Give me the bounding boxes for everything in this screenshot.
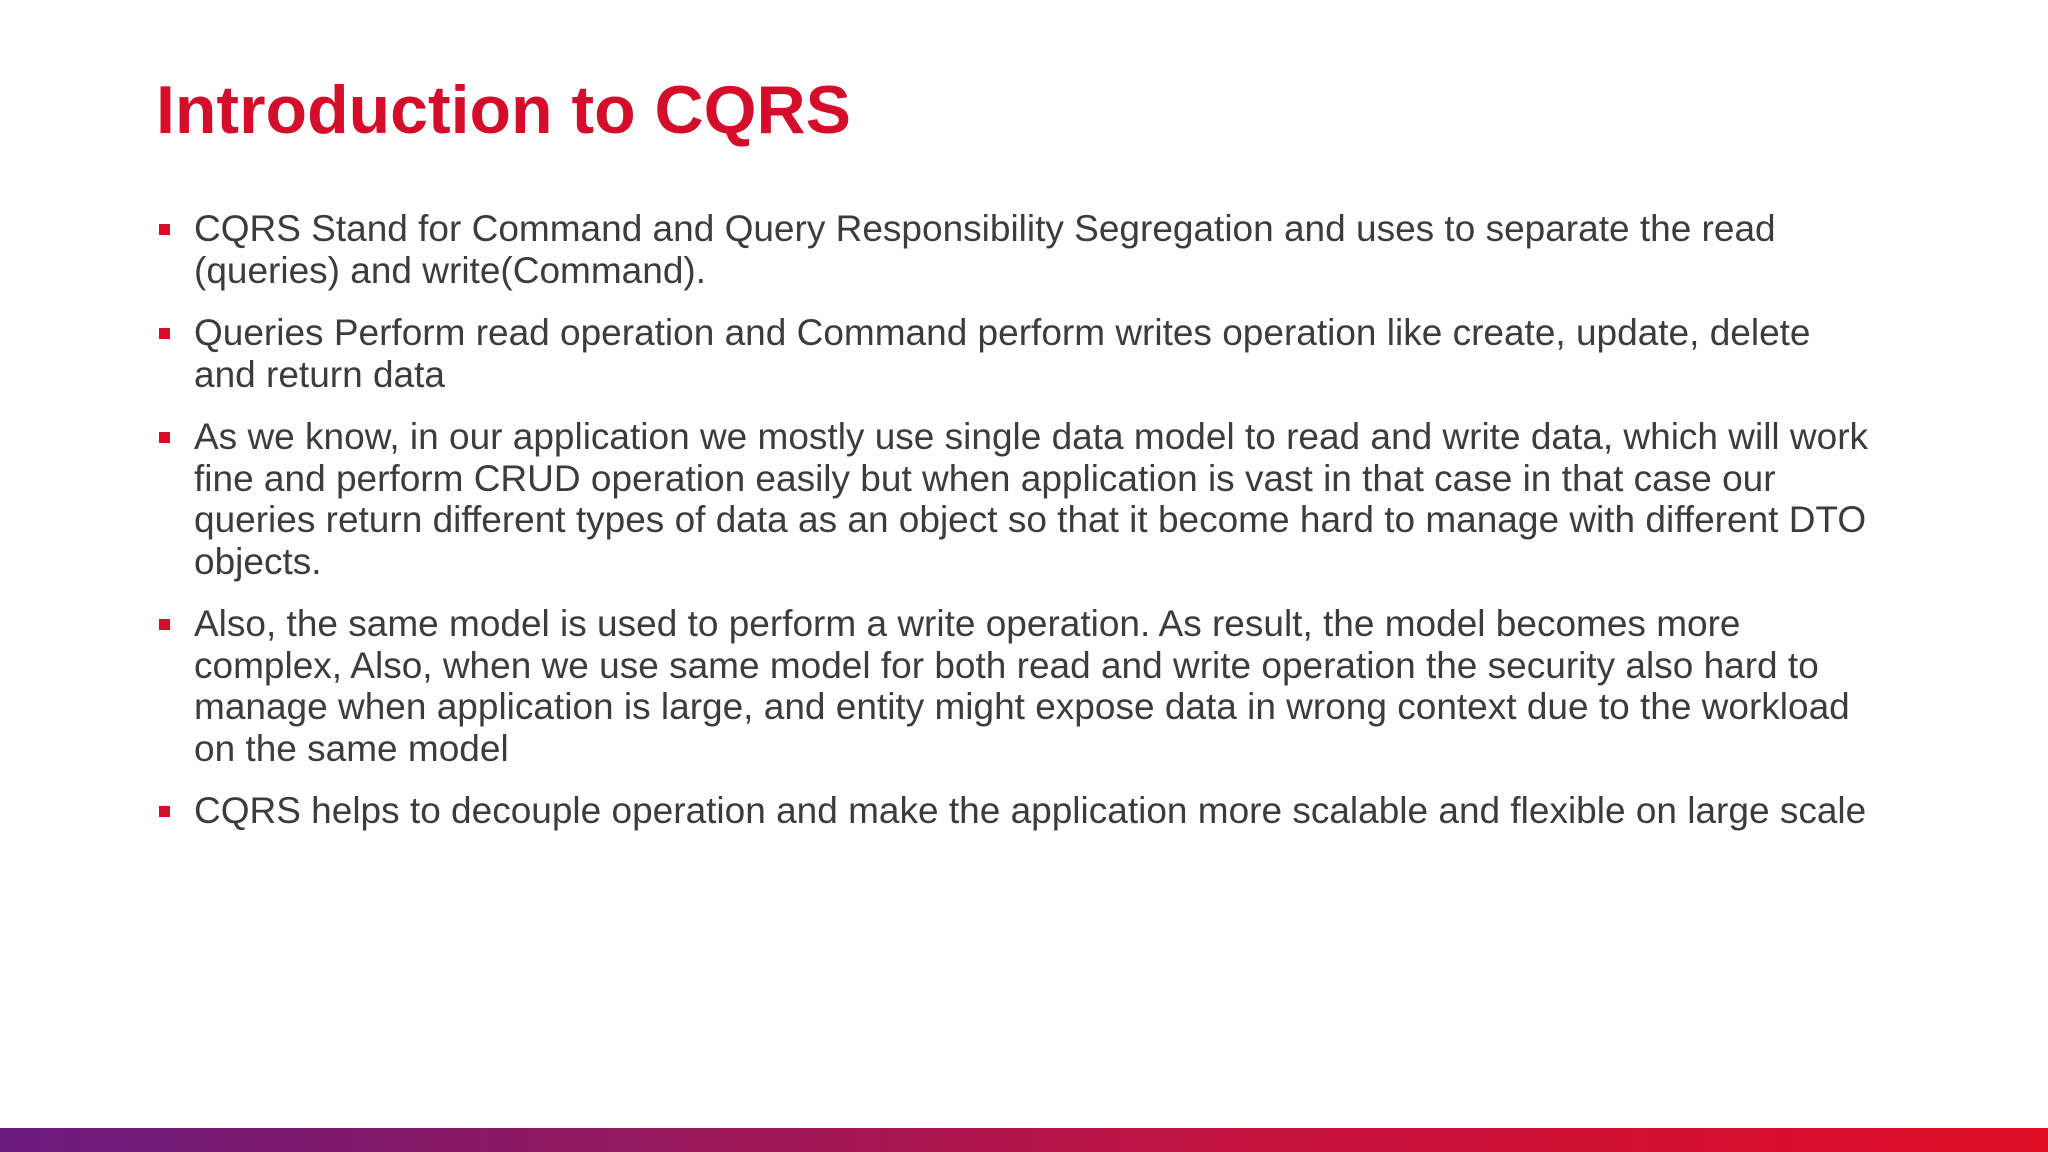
square-bullet-icon	[159, 432, 170, 443]
bullet-item	[156, 603, 1876, 769]
bullet-text: Queries Perform read operation and Command perform writes operation like create, update, delete and return data	[194, 312, 1811, 395]
square-bullet-icon	[159, 224, 170, 235]
bullet-item	[156, 208, 1876, 291]
bullet-item	[156, 312, 1876, 395]
square-bullet-icon	[159, 328, 170, 339]
bullet-item	[156, 416, 1876, 582]
slide-title: Introduction to CQRS	[156, 72, 852, 148]
bullet-item	[156, 790, 1876, 832]
bullet-text: CQRS Stand for Command and Query Responsibility Segregation and uses to separate the read (queries) and write(Command).	[194, 208, 1776, 291]
footer-gradient-bar	[0, 1128, 2048, 1152]
square-bullet-icon	[159, 619, 170, 630]
bullet-text: As we know, in our application we mostly use single data model to read and write data, which will work fine and perform CRUD operation easily but when application is vast in that case in that case our queries return different types of data as an object so that it become hard to manage with different DTO objects.	[194, 416, 1869, 582]
bullet-list	[156, 208, 1876, 853]
square-bullet-icon	[159, 806, 170, 817]
bullet-text: Also, the same model is used to perform a write operation. As result, the model becomes more complex, Also, when we use same model for both read and write operation the security also hard to manage when application is large, and entity might expose data in wrong context due to the workload on the same model	[194, 603, 1850, 769]
bullet-text: CQRS helps to decouple operation and make the application more scalable and flexible on large scale	[194, 790, 1867, 831]
